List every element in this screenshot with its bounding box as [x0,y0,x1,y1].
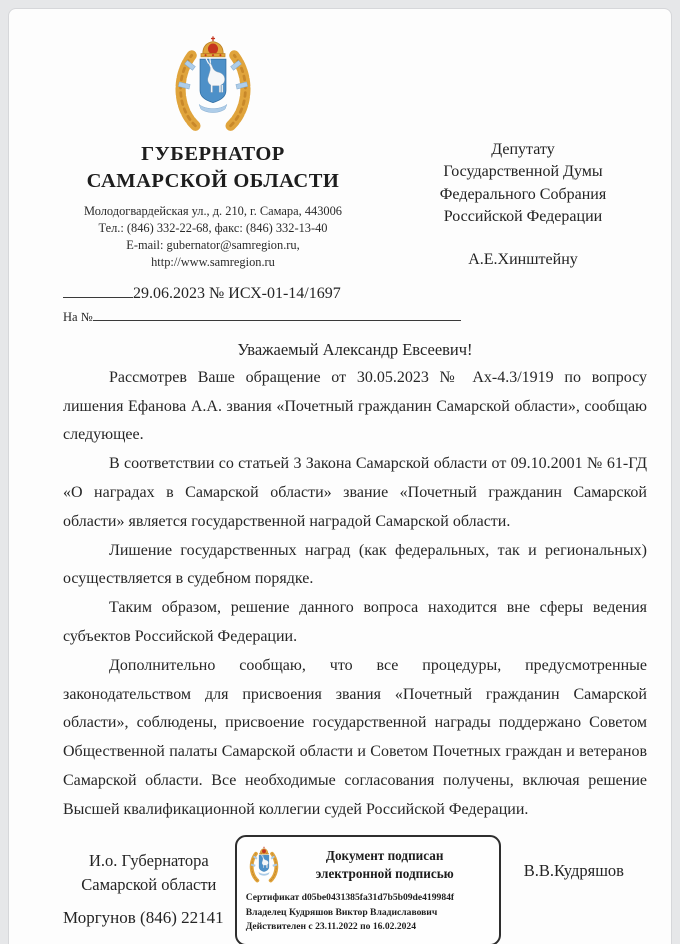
recipient-line: Федерального Собрания [439,185,607,203]
signer-position-line2: Самарской области [81,874,217,894]
signer-position-line1: И.о. Губернатора [88,850,209,870]
recipient-block [399,35,647,272]
org-address [63,203,363,271]
outgoing-reference [63,282,647,303]
body-paragraph: Таким образом, решение данного вопроса находится вне сферы ведения субъектов Российской Федерации. [63,599,647,646]
org-address-line: Молодогвардейская ул., д. 210, г. Самара, 443006 [84,204,342,219]
letterhead [63,35,647,272]
digital-signature-stamp [235,835,501,944]
org-address-line: E-mail: gubernator@samregion.ru, [126,238,300,253]
signer-name: В.В.Кудряшов [523,860,624,880]
date-blank-line [63,282,133,298]
stamp-header [246,846,488,884]
org-address-line: http://www.samregion.ru [151,255,275,270]
outgoing-date-number: 29.06.2023 № ИСХ-01-14/1697 [133,284,341,302]
on-number-label: На № [63,309,93,324]
samara-coat-of-arms-icon [161,35,265,135]
stamp-certificate-details [246,891,488,936]
samara-coat-of-arms-small-icon [246,846,282,884]
body-paragraph: Рассмотрев Ваше обращение от 30.05.2023 № Ах-4.3/1919 по вопросу лишения Ефанова А.А. звания «Почетный гражданин Самарской области», сообщаю следующее. [63,368,647,444]
on-number-blank-line [93,307,461,321]
salutation: Уважаемый Александр Евсеевич! [237,339,473,359]
org-name-line1: ГУБЕРНАТОР [141,143,285,165]
org-address-line: Тел.: (846) 332-22-68, факс: (846) 332-13-40 [98,221,328,236]
recipient-line: Государственной Думы [443,163,603,181]
certificate-owner: Владелец Кудряшов Виктор Владиславович [245,906,438,918]
org-name-line2: САМАРСКОЙ ОБЛАСТИ [86,170,340,193]
stamp-title-line1: Документ подписан [325,847,444,863]
body-paragraph: Лишение государственных наград (как федеральных, так и региональных) осуществляется в судебном порядке. [63,541,647,588]
stamp-title [282,847,488,883]
executor-contact: Моргунов (846) 22141 [63,908,224,927]
recipient-name: А.Е.Хинштейну [468,250,578,268]
stamp-title-line2: электронной подписью [315,865,454,881]
certificate-number: Сертификат d05be0431385fa31d7b5b09de419984f [245,891,455,903]
body-paragraph: В соответствии со статьей 3 Закона Самарской области от 09.10.2001 № 61-ГД «О наградах в Самарской области» звание «Почетный гражданин Самарской области» является государственной наградой Самарской области. [63,455,647,530]
recipient-line: Российской Федерации [443,208,603,226]
recipient-line: Депутату [491,141,555,158]
incoming-reference [63,307,647,325]
letter-page [8,8,672,944]
org-name [63,141,363,195]
certificate-validity: Действителен с 23.11.2022 по 16.02.2024 [245,921,417,933]
letterhead-org-block [63,35,363,272]
letter-body [63,364,647,825]
body-paragraph: Дополнительно сообщаю, что все процедуры, предусмотренные законодательством для присвоения звания «Почетный гражданин Самарской области», соблюдены, присвоение государственной награды поддержано Советом Общественной палаты Самарской области и Советом Почетных граждан и ветеранов Самарской области. Все необходимые согласования получены, включая решение Высшей квалификационной коллегии судей Российской Федерации. [63,656,647,818]
